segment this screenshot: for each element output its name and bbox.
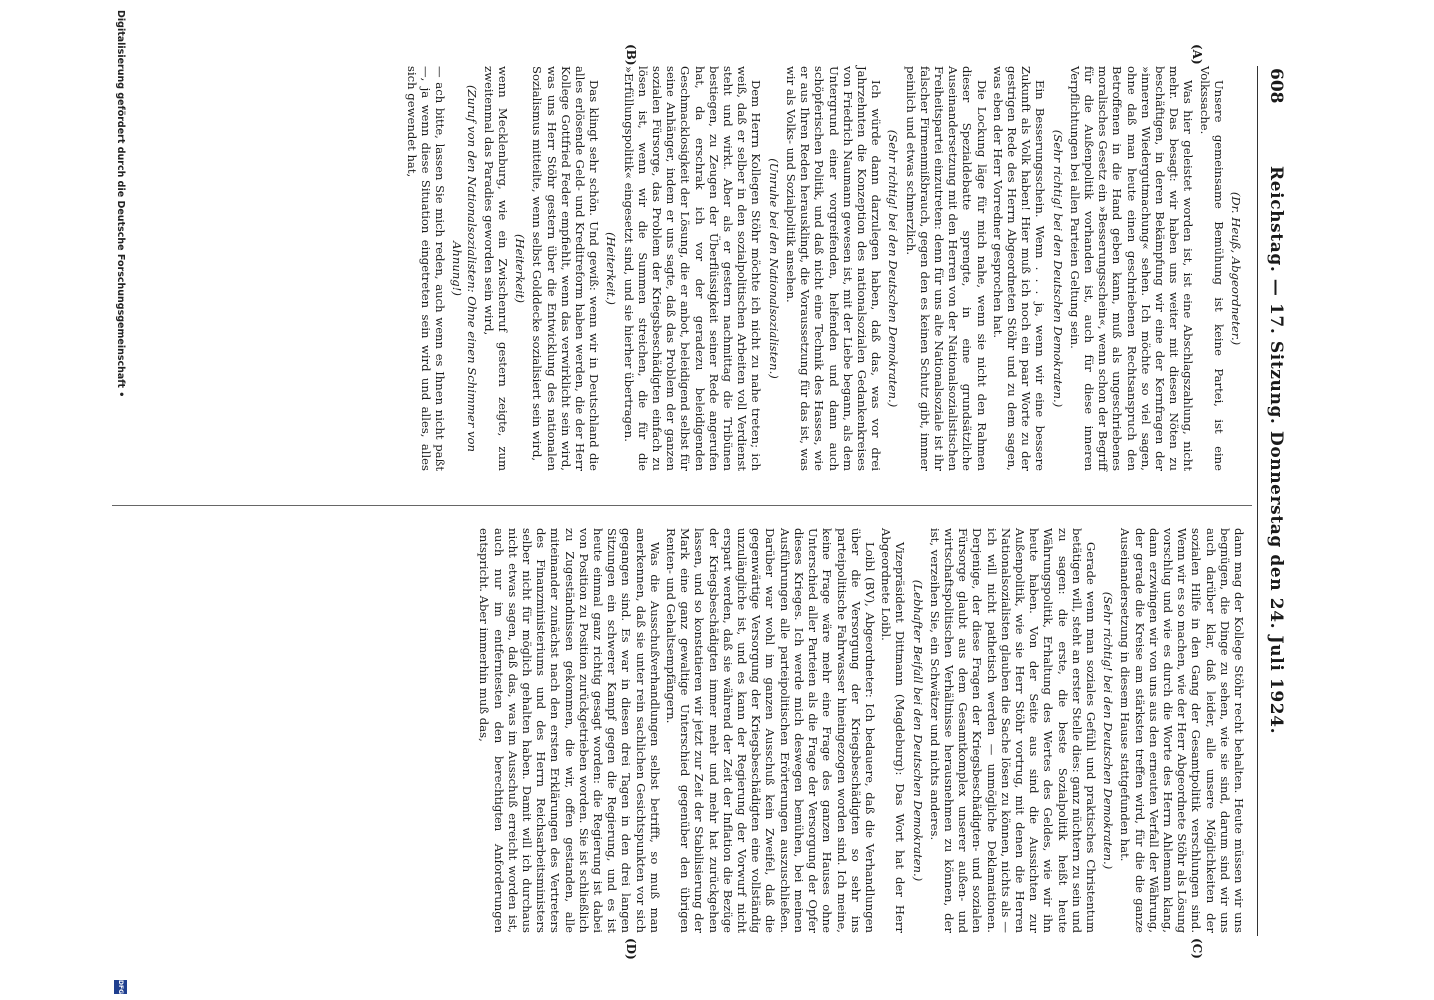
- speaker-reference: (Dr. Heuß, Abgeordneter.): [1229, 191, 1243, 346]
- document-page: [109, 0, 1314, 1000]
- paragraph: Ein Besserungsschein. Wenn . . . ja, wenn wir eine bessere Zukunft als Volk haben! Hier muß ich noch ein paar Worte zu der gestrigen Rede des Herrn Abgeordneten Stöhr und zu dem sagen, was eben der Herr Vorredner gesprochen hat.: [990, 66, 1048, 471]
- margin-mark-b: (B): [624, 44, 638, 66]
- speaker-announcement: Vizepräsident Dittmann (Magdeburg): Das Wort hat der Herr Abgeordnete Loibl.: [879, 528, 908, 933]
- stage-direction: (Heiterkeit.): [604, 232, 619, 305]
- stage-direction: (Zuruf von den Nationalsozialisten: Ohne einen Schimmer von Ahnung!): [450, 85, 479, 452]
- paragraph: Die Lockung läge für mich nahe, wenn sie nicht den Rahmen dieser Spezialdebatte sprengte, in eine grundsätzliche Auseinandersetzung mit den Herren von der Nationalsozialistischen Freiheitspartei einzutreten: denn für uns alte Nationalsoziale ist ihr falscher Firmenmißbrauch, gegen den es keinen Schutz gibt, immer peinlich und etwas schmerzlich.: [903, 66, 989, 471]
- paragraph: Das klingt sehr schön. Und gewiß: wenn wir in Deutschland die alles erlösende Geld- und Kreditreform haben werden, die der Herr Kollege Gottfried Feder empfiehlt, wenn das verwirklicht sein wird, was uns Herr Stöhr gestern über die Entwicklung des nationalen Sozialismus mitteilte, wenn selbst Golddecke sozialisiert sein wird,: [530, 66, 602, 471]
- footer-credit: Digitalisierung gefördert durch die Deutsche Forschungsgemeinschaft •: [115, 10, 126, 398]
- paragraph: — ach bitte, lassen Sie mich reden, auch wenn es Ihnen nicht paßt —, ja wenn diese Situation eingetreten sein wird und alles, alles sich gewendet hat,: [404, 66, 448, 471]
- paragraph: dann mag der Kollege Stöhr recht behalten. Heute müssen wir uns begnügen, die Dinge zu sehen, wie sie sind, darum sind wir uns auch darüber klar, daß leider, alle unsere Möglichkeiten der sozialen Hilfe in den Gang der Gesamtpolitik verschlungen sind. Wenn wir es so machen, wie der Herr Abgeordnete Stöhr als Lösung vorschlug und wie es durch die Worte des Herrn Ahlemann klang, dann erzwingen wir von uns aus den erneuten Verfall der Währung, der gerade die Kreise am stärksten treffen wird, für die die ganze Auseinandersetzung in diesem Hause stattgefunden hat.: [1118, 528, 1246, 933]
- paragraph: Ich würde dann darzulegen haben, daß das, was vor drei Jahrzehnten die Konzeption des nationalsozialen Gedankenkreises von Friedrich Naumann gewesen ist, mit der Liebe begann, als dem Untergrund einer vorgreifenden, helfenden und dann auch schöpferischen Politik, und daß nicht eine Technik des Hasses, wie er aus Ihren Reden herausklingt, die Voraussetzung für das ist, was wir als Volks- und Sozialpolitik ansehen.: [783, 66, 884, 471]
- paragraph: Gerade wenn man soziales Gefühl und praktisches Christentum betätigen will, steht an erster Stelle dies: ganz nüchtern zu sein und zu sagen: die erste, die beste Sozialpolitik heißt heute Währungspolitik, Erhaltung des Wertes des Geldes, wie wir ihn heute haben. Von der Seite aus sind die Aussichten zur Außenpolitik, wie sie Herr Stöhr vortrug, mit denen die Herren Nationalsozialisten glauben die Sache lösen zu können, nichts als — ich will nicht pathetisch werden — unmögliche Deklamationen. Derjenige, der diese Fragen der Kriegsbeschädigten- und sozialen Fürsorge glaubt aus dem Gesamtkomplex unserer außen- und wirtschaftspolitischen Verhältnisse herausnehmen zu können, der ist, verzeihen Sie, ein Schwätzer und nichts anderes.: [927, 528, 1098, 933]
- paragraph: Was die Ausschußverhandlungen selbst betrifft, so muß man anerkennen, daß sie unter rein sachlichen Gesichtspunkten vor sich gegangen sind. Es war in diesen drei Tagen in den drei langen Sitzungen ein schwerer Kampf gegen die Regierung, und es ist heute einmal ganz richtig gesagt worden: die Regierung ist dabei von Position zu Position zurückgetrieben worden. Sie ist schließlich zu Zugeständnissen gekommen, die wir, offen gestanden, alle miteinander zunächst nach den ersten Erklärungen des Vertreters des Finanzministeriums und des Herrn Reichsarbeitsministers selber nicht für möglich gehalten haben. Damit will ich durchaus nicht etwas sagen, daß das, was im Ausschuß erreicht worden ist, auch nur im entferntesten den berechtigten Anforderungen entspricht. Aber immerhin muß das,: [477, 528, 662, 933]
- left-column: [403, 66, 1246, 471]
- dfg-logo: DFG: [114, 980, 127, 994]
- speaker-paragraph: Loibl (BV), Abgeordneter: Ich bedauere, daß die Verhandlungen über die Versorgung der Kriegsbeschädigten so sehr ins parteipolitische Fahrwasser hineingezogen worden sind. Ich meine, keine Frage wäre mehr eine Frage des ganzen Hauses ohne Unterschied aller Parteien als die Frage der Versorgung der Opfer dieses Krieges. Ich werde mich deswegen bemühen, bei meinen Ausführungen alle parteipolitischen Erörterungen auszuschließen. Darüber war wohl im ganzen Ausschuß kein Zweifel, daß die gegenwärtige Versorgung der Kriegsbeschädigten eine vollständig unzulängliche ist, und es kann der Regierung der Vorwurf nicht erspart werden, daß sie während der Zeit der Inflation die Bezüge der Kriegsbeschädigten immer mehr und mehr hat zurückgehen lassen, und so konstatieren wir jetzt zur Zeit der Stabilisierung der Mark eine ganz gewaltige Unterschied gegenüber den übrigen Renten- und Gehaltsempfängern.: [664, 528, 877, 933]
- margin-mark-d: (D): [624, 938, 638, 960]
- running-title: Reichstag. — 17. Sitzung. Donnerstag den 24. Juli 1924.: [1266, 166, 1286, 735]
- margin-mark-a: (A): [1190, 44, 1204, 65]
- margin-mark-c: (C): [1190, 938, 1204, 959]
- paragraph: Unsere gemeinsame Bemühung ist keine Partei, ist eine Volkssache.: [1197, 66, 1226, 471]
- stage-direction: (Sehr richtig! bei den Deutschen Demokraten.): [886, 129, 901, 408]
- right-column: [475, 528, 1246, 933]
- column-divider: [112, 505, 1252, 506]
- stage-direction: (Sehr richtig! bei den Deutschen Demokraten.): [1101, 591, 1116, 870]
- paragraph: Dem Herrn Kollegen Stöhr möchte ich nicht zu nahe treten; ich weiß, daß er selber in den sozialpolitischen Arbeiten voll Verdienst steht und wirkt. Aber als er gestern nachmittag die Tribünen bestiegen, zu Zeugen der Überflüssigkeit seiner Rede angerufen hat, da erschrak ich vor der geradezu beleidigenden Geschmacklosigkeit der Lösung, die er anbot, beleidigend selbst für seine Anhänger, indem er uns sagte, daß das Problem der ganzen sozialen Fürsorge, das Problem der Kriegsbeschädigten einfach zu lösen ist, wenn wir die Summen streichen, die für die »Erfüllungspolitik« eingesetzt sind, und sie hierher übertragen.: [621, 66, 764, 471]
- stage-direction: (Unruhe bei den Nationalsozialisten.): [766, 158, 781, 379]
- stage-direction: (Heiterkeit): [513, 233, 528, 304]
- paragraph: Was hier geleistet worden ist, ist eine Abschlagszahlung, nicht mehr. Das besagt: wir haben uns weiter mit diesen Nöten zu beschäftigen, in deren Bekämpfung wir eine der Kernfragen der »inneren Wiedergutmachung« sehen. Ich möchte so viel sagen, ohne daß man heute einen geschriebenen Rechtsanspruch den Betroffenen in die Hand geben kann, muß als ungeschriebenes moralisches Gesetz ein »Besserungsschein«, wenn schon der Begriff für die Außenpolitik vorhanden ist, auch für diese inneren Verpflichtungen bei allen Parteien Geltung sein.: [1067, 66, 1196, 471]
- stage-direction: (Lebhafter Beifall bei den Deutschen Demokraten.): [910, 579, 925, 882]
- digitization-footer: [110, 0, 128, 1000]
- page-number: 608: [1266, 68, 1286, 104]
- paragraph: wenn Mecklenburg, wie ein Zwischenruf gestern zeigte, zum zweitenmal das Paradies geworden sein wird,: [481, 66, 511, 471]
- stage-direction: (Sehr richtig! bei den Deutschen Demokraten.): [1050, 129, 1065, 408]
- page-header: [1257, 66, 1292, 936]
